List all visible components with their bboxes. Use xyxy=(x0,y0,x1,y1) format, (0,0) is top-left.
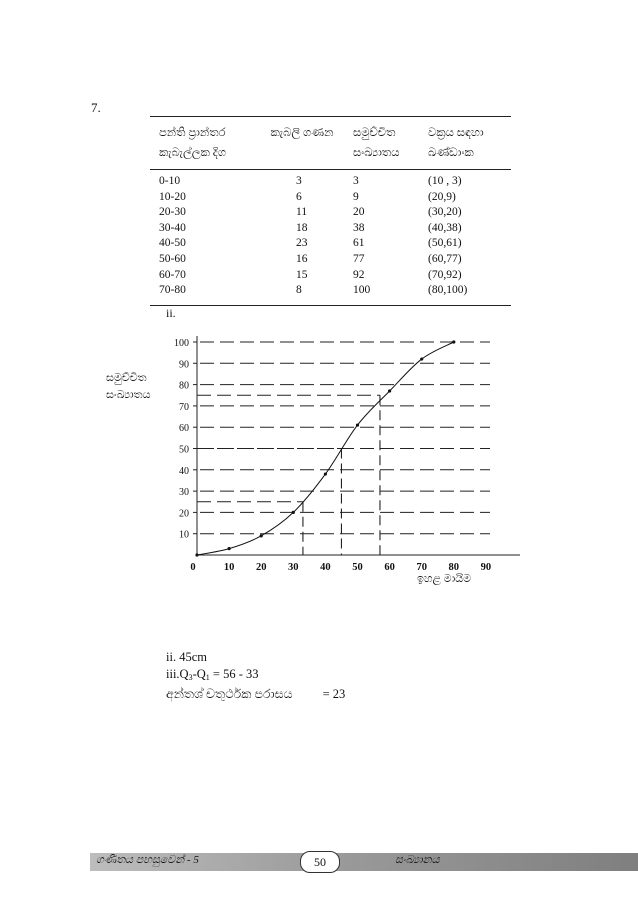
table-cell: 61 xyxy=(353,237,365,250)
table-cell: (30,20) xyxy=(428,206,462,219)
table-cell: 20 xyxy=(353,206,365,219)
x-tick-label: 80 xyxy=(448,562,460,573)
footer-chapter: සංඛ්‍යානය xyxy=(395,854,440,866)
x-tick-label: 70 xyxy=(416,562,427,573)
footer-book-title: ගණිතය පහසුවෙන් - 5 xyxy=(96,854,199,866)
table-cell: 11 xyxy=(296,206,308,219)
answers-block xyxy=(166,649,345,703)
data-point xyxy=(228,547,231,550)
table-cell: 92 xyxy=(353,268,365,281)
part-ii-label: ii. xyxy=(166,306,176,320)
table-cell: (70,92) xyxy=(428,268,462,281)
table-cell: 10-20 xyxy=(159,190,186,203)
page-number: 50 xyxy=(300,851,340,873)
table-cell: 8 xyxy=(260,283,344,305)
answer-iqr: අන්තශ් චතුර්ථක පරාසය = 23 xyxy=(166,687,346,701)
data-point xyxy=(324,472,327,475)
header-coordinates: වක්‍රය සඳහා ඛණ්ඩාංක xyxy=(419,117,511,170)
table-cell: 3 xyxy=(296,175,302,187)
table-cell: (10 , 3) xyxy=(428,175,462,187)
y-tick-label: 70 xyxy=(179,401,189,413)
y-tick-label: 60 xyxy=(179,423,189,435)
table-cell: 50-60 xyxy=(159,252,186,265)
table-cell: 23 xyxy=(296,237,308,250)
y-tick-label: 40 xyxy=(179,465,189,477)
header-frequency: කැබලි ගණන xyxy=(260,117,344,170)
answer-iii: $iii.Q_3-Q_1 = 56 - 33$ xyxy=(166,667,259,682)
y-tick-label: 100 xyxy=(174,338,189,349)
y-tick-label: 90 xyxy=(179,359,189,371)
x-tick-label: 40 xyxy=(320,562,331,573)
x-tick-label: 90 xyxy=(480,562,492,573)
table-cell: 15 xyxy=(296,268,308,281)
table-cell: (40,38) xyxy=(428,221,462,234)
x-tick-label: 0 xyxy=(190,562,196,573)
header-cumulative-frequency: සමුච්චිත සංඛ්‍යාතය xyxy=(344,117,419,170)
table-cell: 100 xyxy=(344,283,419,305)
x-tick-label: 30 xyxy=(288,562,299,573)
table-cell: (20,9) xyxy=(428,190,456,203)
y-axis-label-line: සංඛ්‍යාතය xyxy=(106,389,151,401)
x-tick-label: 10 xyxy=(223,562,235,573)
table-cell: 9 xyxy=(353,190,359,203)
table-cell: 30-40 xyxy=(159,221,186,234)
table-cell: (80,100) xyxy=(419,283,511,305)
table-cell: 70-80 xyxy=(150,283,260,305)
y-tick-label: 20 xyxy=(179,508,189,520)
data-point xyxy=(452,340,455,343)
table-cell: 3 xyxy=(353,175,359,187)
data-point xyxy=(292,511,295,514)
table-cell: 38 xyxy=(353,221,365,234)
y-tick-label: 10 xyxy=(179,529,189,541)
header-class-interval: පන්ති ප්‍රාන්තර කැබැල්ලක දිග xyxy=(150,117,260,170)
table-cell: 18 xyxy=(296,221,308,234)
data-point xyxy=(260,534,263,537)
y-tick-label: 30 xyxy=(179,487,189,499)
x-tick-label: 20 xyxy=(255,562,267,573)
data-point xyxy=(420,357,423,360)
data-point xyxy=(356,423,359,426)
data-point xyxy=(388,389,391,392)
data-point xyxy=(195,553,198,556)
x-axis-label: ඉහළ මායිම xyxy=(417,573,472,585)
y-tick-label: 50 xyxy=(179,444,189,456)
y-axis-label-line: සමුච්චිත xyxy=(106,372,147,384)
x-tick-label: 60 xyxy=(384,562,395,573)
table-cell: 20-30 xyxy=(159,206,186,219)
table-cell: (50,61) xyxy=(428,237,462,250)
table-cell: 77 xyxy=(353,252,365,265)
table-cell: (60,77) xyxy=(428,252,462,265)
table-cell: 6 xyxy=(296,190,302,203)
table-cell: 0-10 xyxy=(159,175,181,187)
table-cell: 60-70 xyxy=(159,268,186,281)
table-cell: 16 xyxy=(296,252,308,265)
question-number: 7. xyxy=(91,100,101,115)
x-tick-label: 50 xyxy=(352,562,363,573)
table-cell: 40-50 xyxy=(159,237,186,250)
y-tick-label: 80 xyxy=(179,380,189,392)
answer-ii: ii. 45cm xyxy=(166,650,207,664)
